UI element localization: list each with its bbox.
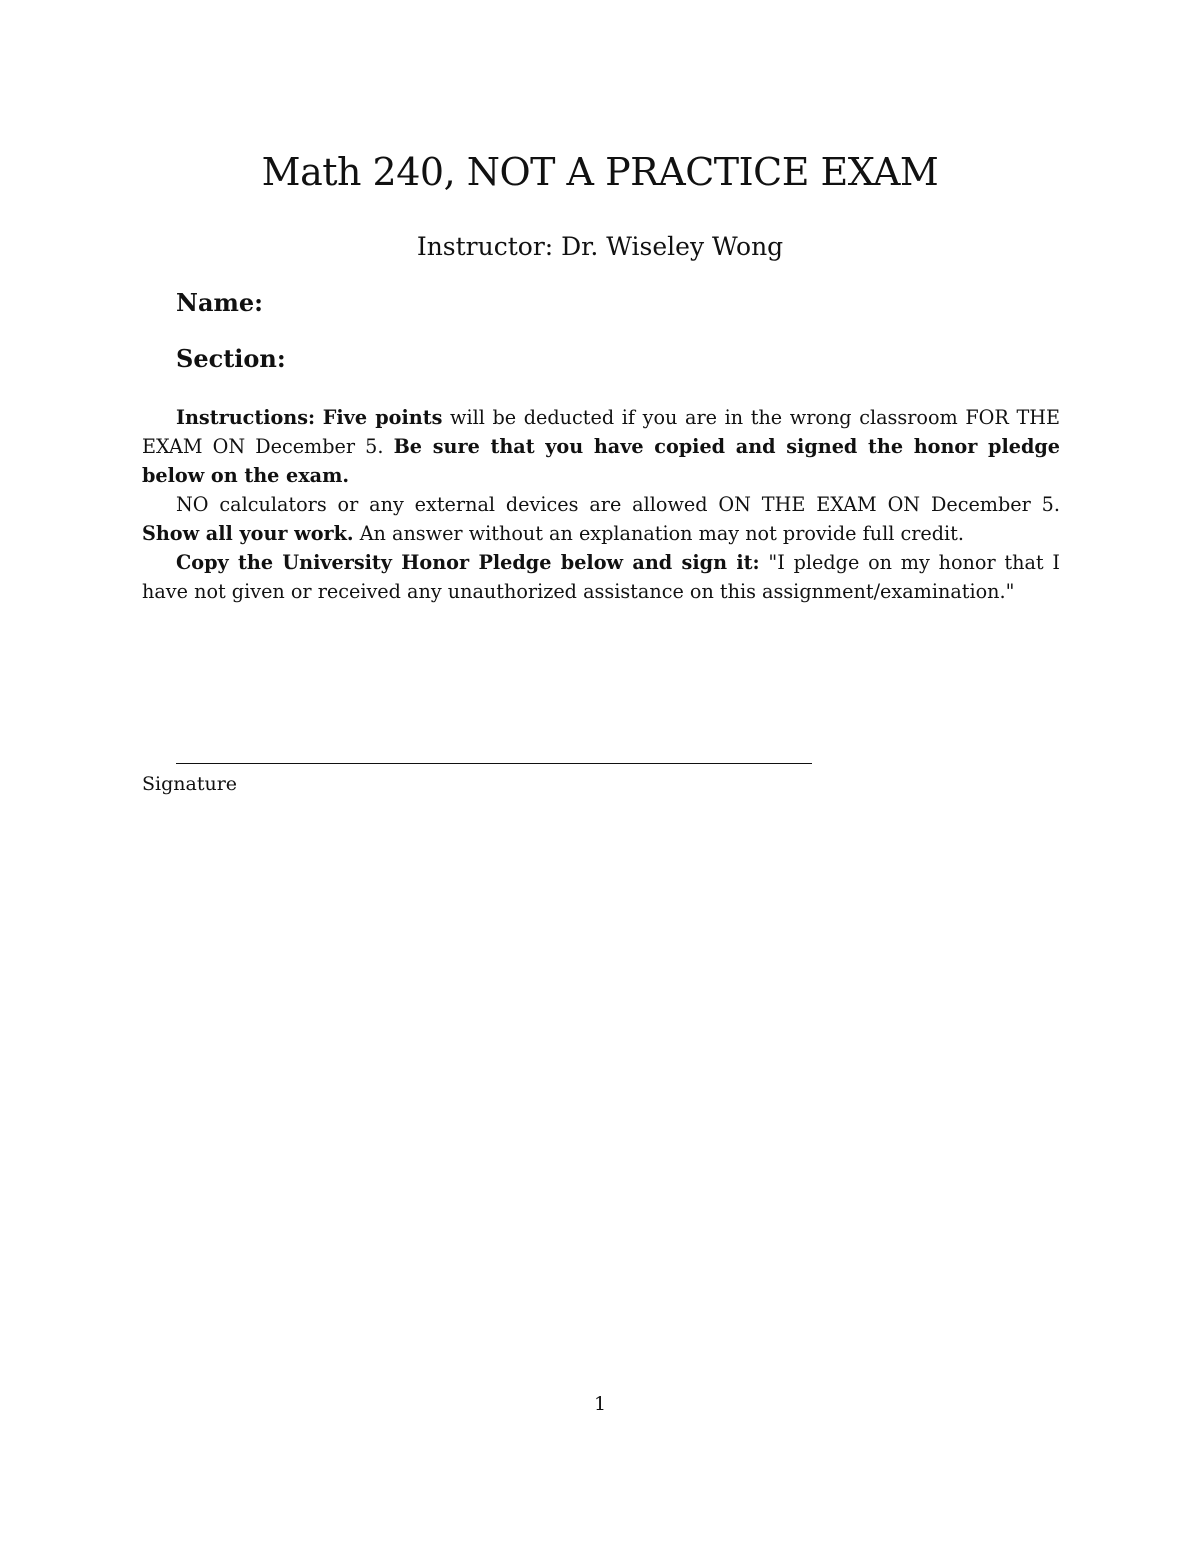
- honor-pledge-reminder: Be sure that you have copied and signed the honor pledge below on the exam.: [142, 435, 1060, 487]
- page-number: 1: [593, 1393, 607, 1415]
- show-work-text: Show all your work.: [142, 522, 354, 545]
- page-title: Math 240, NOT A PRACTICE EXAM: [261, 150, 939, 194]
- explanation-policy-text: An answer without an explanation may not provide full credit.: [359, 522, 964, 545]
- classroom-warning-text: will be deducted if you are in the wrong classroom FOR THE EXAM ON December 5.: [142, 406, 1060, 458]
- name-label: Name:: [176, 288, 264, 317]
- honor-pledge-text: "I pledge on my honor that I have not given or received any unauthorized assistance on this assignment/examination.": [142, 551, 1060, 603]
- calculator-policy-text: NO calculators or any external devices are allowed ON THE EXAM ON December 5.: [176, 493, 1060, 516]
- signature-line[interactable]: [176, 763, 812, 764]
- instructor-line: Instructor: Dr. Wiseley Wong: [416, 232, 784, 261]
- honor-pledge-heading: Copy the University Honor Pledge below and sign it:: [176, 551, 760, 574]
- instructions-paragraph-1: [142, 403, 1060, 490]
- instructions-block: [142, 403, 1060, 606]
- signature-label: Signature: [142, 773, 238, 795]
- instructions-paragraph-2: [142, 490, 1060, 548]
- instructions-paragraph-3: [142, 548, 1060, 606]
- instructions-heading: Instructions:: [176, 406, 316, 429]
- section-label: Section:: [176, 344, 286, 373]
- five-points-text: Five points: [322, 406, 443, 429]
